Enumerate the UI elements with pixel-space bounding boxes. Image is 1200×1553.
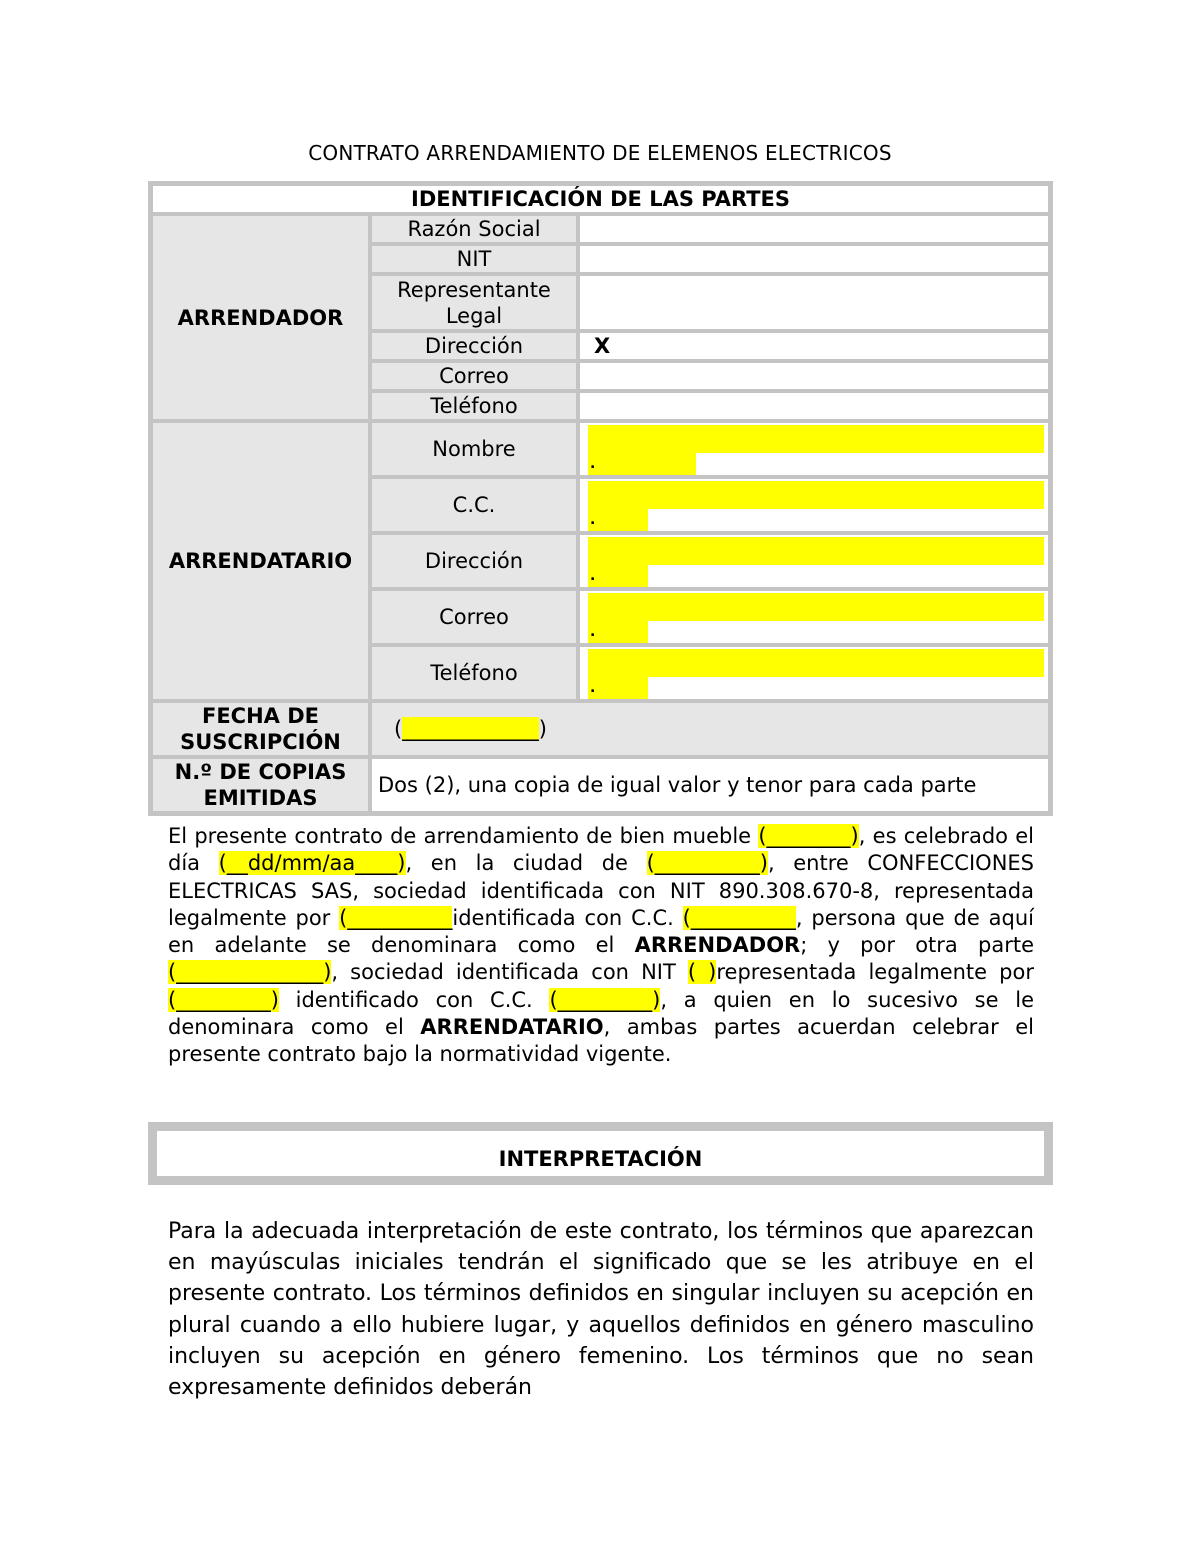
fecha-value: (_____________): [370, 701, 1050, 757]
field-label: Representante Legal: [370, 274, 578, 331]
cc-value: [578, 477, 1050, 533]
field-label: Correo: [370, 589, 578, 645]
highlight-dot: .: [588, 677, 648, 699]
highlight-dot: .: [588, 453, 696, 475]
section-title: INTERPRETACIÓN: [498, 1147, 703, 1171]
interpretacion-section-header: [148, 1122, 1053, 1185]
direccion-value: X: [578, 331, 1050, 361]
copias-value: Dos (2), una copia de igual valor y tenor para cada parte: [370, 757, 1050, 813]
nombre-value: [578, 421, 1050, 477]
fecha-blank: _____________: [402, 717, 539, 741]
field-label: Teléfono: [370, 645, 578, 701]
arrendatario-label: ARRENDATARIO: [151, 421, 370, 701]
correo-value: [578, 361, 1050, 391]
field-label: Dirección: [370, 331, 578, 361]
telefono-value: [578, 391, 1050, 421]
field-label: Razón Social: [370, 214, 578, 244]
highlight-dot: .: [588, 621, 648, 643]
field-label: Correo: [370, 361, 578, 391]
copias-label: N.º DE COPIAS EMITIDAS: [151, 757, 370, 813]
document-title: CONTRATO ARRENDAMIENTO DE ELEMENOS ELECTRICOS: [308, 141, 892, 165]
correo-arrendatario-value: [578, 589, 1050, 645]
fecha-label: FECHA DE SUSCRIPCIÓN: [151, 701, 370, 757]
representante-value: [578, 274, 1050, 331]
field-label: Nombre: [370, 421, 578, 477]
field-label: Dirección: [370, 533, 578, 589]
highlight-dot: .: [588, 565, 648, 587]
field-label: C.C.: [370, 477, 578, 533]
table-header: IDENTIFICACIÓN DE LAS PARTES: [151, 184, 1050, 214]
interpretacion-paragraph: Para la adecuada interpretación de este contrato, los términos que aparezcan en mayúsculas iniciales tendrán el significado que se les atribuye en el presente contrato. Los términos definidos en singular incluyen su acepción en plural cuando a ello hubiere lugar, y aquellos definidos en género masculino incluyen su acepción en género femenino. Los términos que no sean expresamente definidos deberán: [168, 1219, 1034, 1401]
parties-table: [148, 181, 1053, 816]
field-label: Teléfono: [370, 391, 578, 421]
highlight-dot: .: [588, 509, 648, 531]
telefono-arrendatario-value: [578, 645, 1050, 701]
nit-value: [578, 244, 1050, 274]
contract-intro-paragraph: El presente contrato de arrendamiento de bien mueble (________), es celebrado el día (__dd/mm/aa____), en la ciudad de (__________), entre CONFECCIONES ELECTRICAS SAS, sociedad identificada con NIT 890.308.670-8, representada legalmente por (__________identificada con C.C. (__________, persona que de aquí en adelante se denominara como el ARRENDADOR; y por otra parte (______________), sociedad identificada con NIT ( )representada legalmente por (_________) identificado con C.C. (_________), a quien en lo sucesivo se le denominara como el ARRENDATARIO, ambas partes acuerdan celebrar el presente contrato bajo la normatividad vigente.: [168, 824, 1035, 1067]
direccion-arrendatario-value: [578, 533, 1050, 589]
field-label: NIT: [370, 244, 578, 274]
razon-social-value: [578, 214, 1050, 244]
arrendador-label: ARRENDADOR: [151, 214, 370, 421]
